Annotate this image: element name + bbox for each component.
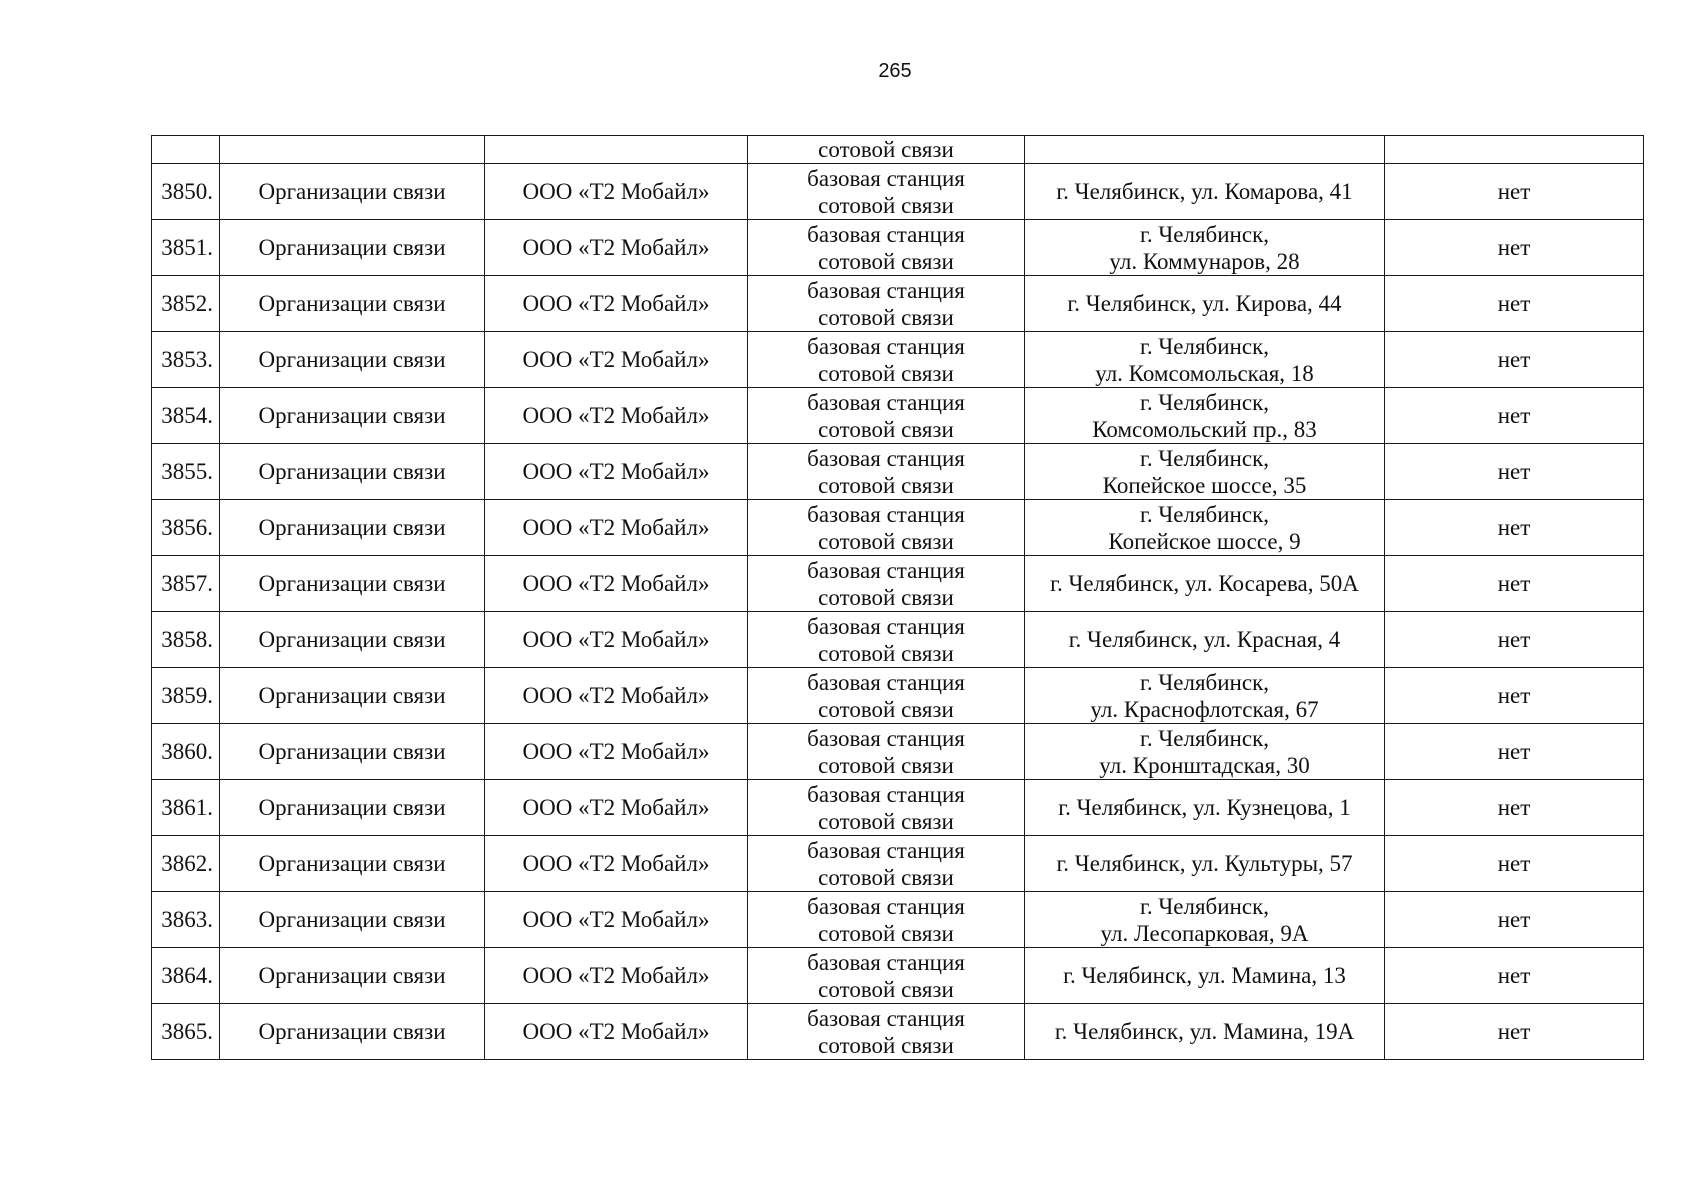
- cell-number: 3860.: [152, 724, 220, 780]
- cell-object-type-line: базовая станция: [807, 389, 965, 415]
- cell-note: нет: [1385, 724, 1644, 780]
- cell-object-type: [748, 668, 1025, 724]
- cell-address-line: г. Челябинск,: [1139, 501, 1269, 527]
- cell-object-type: сотовой связи: [748, 136, 1025, 164]
- cell-organization: ООО «Т2 Мобайл»: [485, 948, 748, 1004]
- cell-note: нет: [1385, 612, 1644, 668]
- cell-object-type: [748, 556, 1025, 612]
- cell-object-type-line: базовая станция: [807, 725, 965, 751]
- cell-organization: ООО «Т2 Мобайл»: [485, 388, 748, 444]
- cell-object-type-line: сотовой связи: [818, 528, 954, 554]
- cell-object-type-line: сотовой связи: [818, 304, 954, 330]
- cell-category: Организации связи: [220, 836, 485, 892]
- cell-object-type: [748, 220, 1025, 276]
- cell-category: Организации связи: [220, 1004, 485, 1060]
- cell-object-type-line: базовая станция: [807, 1005, 965, 1031]
- cell-note: нет: [1385, 892, 1644, 948]
- table-row: [152, 724, 1644, 780]
- cell-object-type: [748, 892, 1025, 948]
- cell-address: [1025, 276, 1385, 332]
- cell-note: нет: [1385, 668, 1644, 724]
- cell-object-type: [748, 444, 1025, 500]
- table-row: [152, 220, 1644, 276]
- cell-address: [1025, 892, 1385, 948]
- cell-address-line: г. Челябинск,: [1139, 669, 1269, 695]
- cell-number: 3859.: [152, 668, 220, 724]
- cell-object-type: [748, 836, 1025, 892]
- table-row: [152, 780, 1644, 836]
- cell-object-type: [748, 500, 1025, 556]
- cell-address-line: г. Челябинск,: [1139, 893, 1269, 919]
- cell-object-type: [748, 388, 1025, 444]
- cell-object-type-line: сотовой связи: [818, 584, 954, 610]
- cell-address-line: г. Челябинск, ул. Культуры, 57: [1056, 851, 1353, 876]
- cell-object-type: [748, 724, 1025, 780]
- cell-number: 3862.: [152, 836, 220, 892]
- cell-object-type-line: базовая станция: [807, 501, 965, 527]
- cell-organization: ООО «Т2 Мобайл»: [485, 220, 748, 276]
- cell-object-type-line: сотовой связи: [818, 808, 954, 834]
- cell-address-line: Копейское шоссе, 9: [1108, 528, 1301, 554]
- cell-object-type-line: сотовой связи: [818, 1032, 954, 1058]
- cell-address-line: ул. Лесопарковая, 9А: [1100, 920, 1309, 946]
- cell-category: Организации связи: [220, 500, 485, 556]
- table-row: [152, 388, 1644, 444]
- cell-number: 3864.: [152, 948, 220, 1004]
- cell-note: нет: [1385, 500, 1644, 556]
- cell-object-type-line: базовая станция: [807, 557, 965, 583]
- cell-address-line: г. Челябинск, ул. Красная, 4: [1068, 627, 1341, 652]
- cell-organization: ООО «Т2 Мобайл»: [485, 836, 748, 892]
- cell-object-type-line: базовая станция: [807, 277, 965, 303]
- table-row: [152, 500, 1644, 556]
- table-row: [152, 892, 1644, 948]
- cell-note: нет: [1385, 276, 1644, 332]
- cell-address-line: г. Челябинск,: [1139, 389, 1269, 415]
- table-row: [152, 668, 1644, 724]
- cell-organization: ООО «Т2 Мобайл»: [485, 724, 748, 780]
- cell-organization: ООО «Т2 Мобайл»: [485, 556, 748, 612]
- table-row: [152, 164, 1644, 220]
- cell-category: Организации связи: [220, 556, 485, 612]
- cell-object-type-line: базовая станция: [807, 669, 965, 695]
- cell-object-type-line: сотовой связи: [818, 976, 954, 1002]
- cell-address-line: г. Челябинск,: [1139, 725, 1269, 751]
- cell-number: 3863.: [152, 892, 220, 948]
- cell-category: Организации связи: [220, 780, 485, 836]
- cell-organization: [485, 136, 748, 164]
- cell-object-type: [748, 948, 1025, 1004]
- cell-number: 3851.: [152, 220, 220, 276]
- table-row: [152, 948, 1644, 1004]
- cell-note: нет: [1385, 444, 1644, 500]
- cell-object-type: [748, 276, 1025, 332]
- cell-category: Организации связи: [220, 668, 485, 724]
- cell-object-type-line: сотовой связи: [818, 416, 954, 442]
- cell-object-type-line: базовая станция: [807, 837, 965, 863]
- cell-object-type-line: базовая станция: [807, 781, 965, 807]
- cell-address: [1025, 220, 1385, 276]
- cell-address-line: Копейское шоссе, 35: [1102, 472, 1307, 498]
- cell-object-type: [748, 780, 1025, 836]
- cell-address: [1025, 948, 1385, 1004]
- cell-category: Организации связи: [220, 612, 485, 668]
- cell-organization: ООО «Т2 Мобайл»: [485, 444, 748, 500]
- cell-category: Организации связи: [220, 276, 485, 332]
- cell-note: нет: [1385, 220, 1644, 276]
- cell-organization: ООО «Т2 Мобайл»: [485, 780, 748, 836]
- cell-object-type-line: базовая станция: [807, 613, 965, 639]
- cell-address: [1025, 332, 1385, 388]
- table-row: [152, 332, 1644, 388]
- cell-address: [1025, 780, 1385, 836]
- table-row: [152, 444, 1644, 500]
- cell-organization: ООО «Т2 Мобайл»: [485, 1004, 748, 1060]
- cell-address-line: г. Челябинск,: [1139, 221, 1269, 247]
- cell-number: 3865.: [152, 1004, 220, 1060]
- cell-note: нет: [1385, 556, 1644, 612]
- cell-address: [1025, 164, 1385, 220]
- cell-organization: ООО «Т2 Мобайл»: [485, 612, 748, 668]
- cell-number: [152, 136, 220, 164]
- cell-object-type-line: базовая станция: [807, 949, 965, 975]
- cell-address: [1025, 612, 1385, 668]
- cell-organization: ООО «Т2 Мобайл»: [485, 500, 748, 556]
- cell-address: [1025, 836, 1385, 892]
- cell-object-type: [748, 332, 1025, 388]
- cell-object-type: [748, 164, 1025, 220]
- cell-address: [1025, 444, 1385, 500]
- cell-address-line: ул. Краснофлотская, 67: [1090, 696, 1319, 722]
- cell-address: [1025, 668, 1385, 724]
- cell-category: Организации связи: [220, 164, 485, 220]
- cell-number: 3854.: [152, 388, 220, 444]
- cell-number: 3852.: [152, 276, 220, 332]
- table-row: [152, 276, 1644, 332]
- cell-number: 3853.: [152, 332, 220, 388]
- cell-address-line: ул. Комсомольская, 18: [1095, 360, 1314, 386]
- cell-address-line: г. Челябинск, ул. Мамина, 13: [1063, 963, 1346, 988]
- cell-address: [1025, 1004, 1385, 1060]
- cell-object-type-line: сотовой связи: [818, 696, 954, 722]
- registry-table: [151, 135, 1644, 1060]
- cell-object-type-line: сотовой связи: [818, 472, 954, 498]
- cell-number: 3855.: [152, 444, 220, 500]
- cell-object-type-line: базовая станция: [807, 165, 965, 191]
- cell-address-line: Комсомольский пр., 83: [1092, 416, 1317, 442]
- cell-note: [1385, 136, 1644, 164]
- cell-address: [1025, 136, 1385, 164]
- cell-note: нет: [1385, 948, 1644, 1004]
- cell-category: Организации связи: [220, 388, 485, 444]
- cell-organization: ООО «Т2 Мобайл»: [485, 332, 748, 388]
- cell-category: Организации связи: [220, 332, 485, 388]
- cell-category: Организации связи: [220, 948, 485, 1004]
- cell-address-line: г. Челябинск,: [1139, 333, 1269, 359]
- cell-category: Организации связи: [220, 892, 485, 948]
- cell-address: [1025, 556, 1385, 612]
- cell-category: Организации связи: [220, 220, 485, 276]
- cell-note: нет: [1385, 388, 1644, 444]
- cell-category: Организации связи: [220, 444, 485, 500]
- cell-object-type-line: сотовой связи: [818, 640, 954, 666]
- cell-object-type-line: базовая станция: [807, 445, 965, 471]
- cell-number: 3850.: [152, 164, 220, 220]
- registry-table-body: [152, 136, 1644, 1060]
- cell-object-type-line: базовая станция: [807, 221, 965, 247]
- cell-address-line: ул. Кронштадская, 30: [1099, 752, 1310, 778]
- cell-number: 3857.: [152, 556, 220, 612]
- cell-address-line: г. Челябинск, ул. Кирова, 44: [1067, 291, 1342, 316]
- cell-note: нет: [1385, 332, 1644, 388]
- cell-address-line: г. Челябинск, ул. Мамина, 19А: [1054, 1019, 1355, 1044]
- cell-object-type: [748, 612, 1025, 668]
- cell-address-line: ул. Коммунаров, 28: [1109, 248, 1300, 274]
- table-row: [152, 836, 1644, 892]
- cell-category: [220, 136, 485, 164]
- cell-note: нет: [1385, 780, 1644, 836]
- cell-object-type-line: сотовой связи: [818, 920, 954, 946]
- cell-address: [1025, 388, 1385, 444]
- cell-address-line: г. Челябинск, ул. Комарова, 41: [1056, 179, 1353, 204]
- cell-note: нет: [1385, 836, 1644, 892]
- cell-object-type-line: сотовой связи: [818, 360, 954, 386]
- cell-address: [1025, 724, 1385, 780]
- cell-organization: ООО «Т2 Мобайл»: [485, 164, 748, 220]
- page-number: 265: [878, 60, 912, 82]
- cell-address: [1025, 500, 1385, 556]
- cell-address-line: г. Челябинск,: [1139, 445, 1269, 471]
- cell-object-type-line: базовая станция: [807, 893, 965, 919]
- cell-address-line: г. Челябинск, ул. Косарева, 50А: [1050, 571, 1359, 596]
- cell-object-type: [748, 1004, 1025, 1060]
- cell-organization: ООО «Т2 Мобайл»: [485, 276, 748, 332]
- cell-address-line: г. Челябинск, ул. Кузнецова, 1: [1058, 795, 1351, 820]
- cell-number: 3861.: [152, 780, 220, 836]
- table-row: [152, 612, 1644, 668]
- cell-organization: ООО «Т2 Мобайл»: [485, 668, 748, 724]
- table-row: [152, 556, 1644, 612]
- cell-number: 3858.: [152, 612, 220, 668]
- cell-object-type-line: базовая станция: [807, 333, 965, 359]
- cell-note: нет: [1385, 1004, 1644, 1060]
- cell-number: 3856.: [152, 500, 220, 556]
- table-row: [152, 1004, 1644, 1060]
- cell-organization: ООО «Т2 Мобайл»: [485, 892, 748, 948]
- continuation-row: [152, 136, 1644, 164]
- cell-object-type-line: сотовой связи: [818, 248, 954, 274]
- cell-object-type-line: сотовой связи: [818, 192, 954, 218]
- cell-object-type-line: сотовой связи: [818, 752, 954, 778]
- cell-category: Организации связи: [220, 724, 485, 780]
- cell-note: нет: [1385, 164, 1644, 220]
- cell-object-type-line: сотовой связи: [818, 864, 954, 890]
